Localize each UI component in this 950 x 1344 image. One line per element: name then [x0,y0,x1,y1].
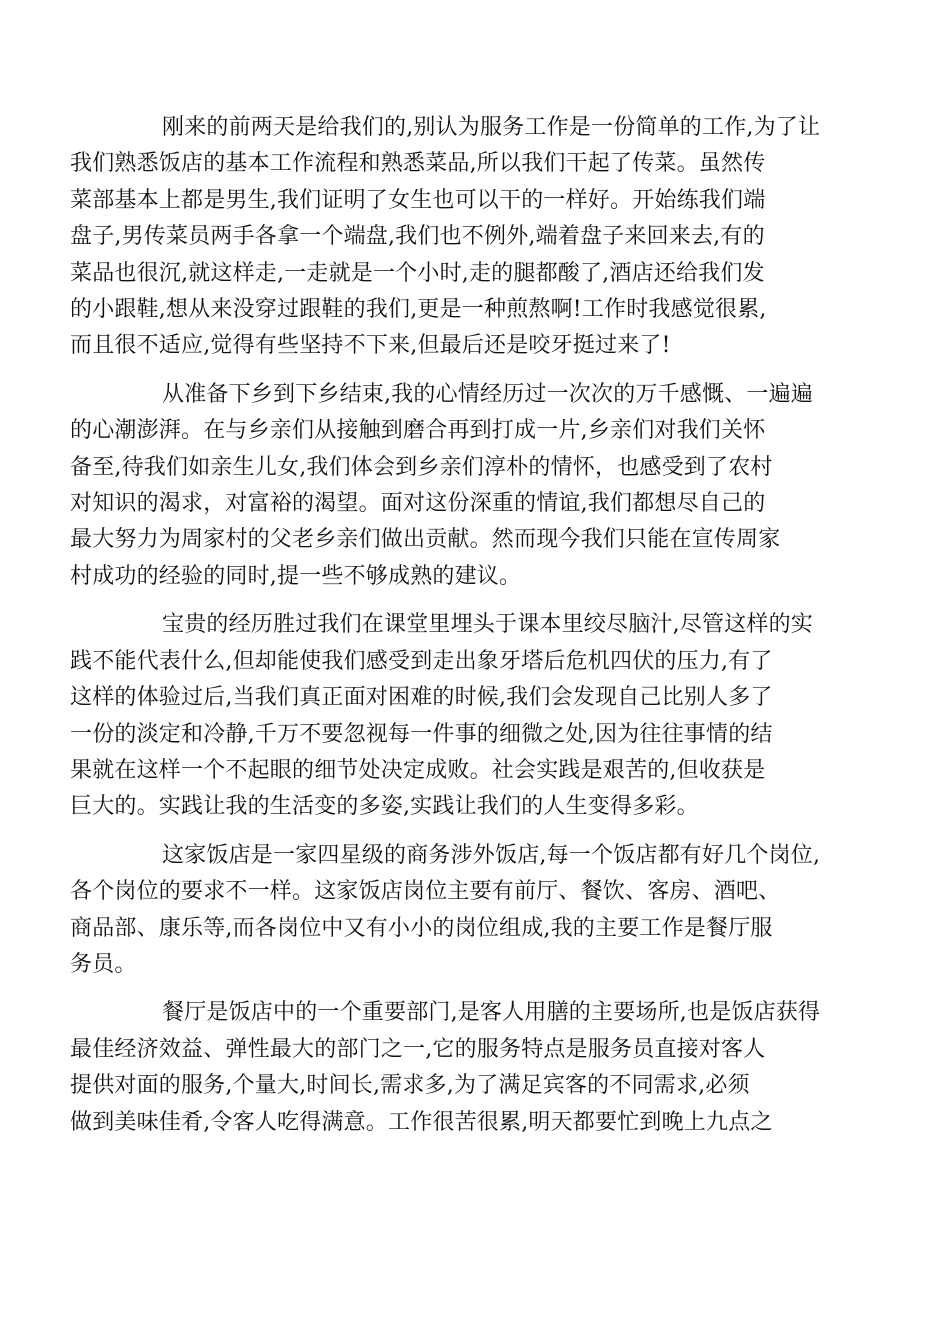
text-line: 各个岗位的要求不一样。这家饭店岗位主要有前厅、餐饮、客房、酒吧、 [70,879,781,905]
paragraph-2 [70,377,834,595]
text-line: 盘子,男传菜员两手各拿一个端盘,我们也不例外,端着盘子来回来去,有的 [70,224,765,250]
text-line: 菜部基本上都是男生,我们证明了女生也可以干的一样好。开始练我们端 [70,187,766,213]
document-body [70,110,834,1153]
paragraph-3 [70,607,834,825]
text-line: 这样的体验过后,当我们真正面对困难的时候,我们会发现自己比别人多了 [70,685,773,711]
text-line: 从准备下乡到下乡结束,我的心情经历过一次次的万千感慨、一遍遍 [162,381,813,407]
text-line: 我们熟悉饭店的基本工作流程和熟悉菜品,所以我们干起了传菜。虽然传 [70,151,766,177]
text-line: 对知识的渴求，对富裕的渴望。面对这份深重的情谊,我们都想尽自己的 [70,491,766,517]
text-line: 一份的淡定和冷静,千万不要忽视每一件事的细微之处,因为往往事情的结 [70,721,773,747]
text-line: 菜品也很沉,就这样走,一走就是一个小时,走的腿都酸了,酒店还给我们发 [70,260,765,286]
text-line: 刚来的前两天是给我们的,别认为服务工作是一份简单的工作,为了让 [162,115,821,140]
text-line: 宝贵的经历胜过我们在课堂里埋头于课本里绞尽脑汁,尽管这样的实 [162,612,813,638]
text-line: 备至,待我们如亲生儿女,我们体会到乡亲们淳朴的情怀，也感受到了农村 [70,454,773,480]
paragraph-5 [70,995,834,1141]
text-line: 的心潮澎湃。在与乡亲们从接触到磨合再到打成一片,乡亲们对我们关怀 [70,418,766,444]
text-line: 务员。 [70,951,137,977]
text-line: 餐厅是饭店中的一个重要部门,是客人用膳的主要场所,也是饭店获得 [162,1000,821,1026]
text-line: 而且很不适应,觉得有些坚持不下来,但最后还是咬牙挺过来了! [70,333,671,359]
text-line: 做到美味佳肴,令客人吃得满意。工作很苦很累,明天都要忙到晚上九点之 [70,1109,773,1135]
text-line: 巨大的。实践让我的生活变的多姿,实践让我们的人生变得多彩。 [70,794,699,820]
text-line: 村成功的经验的同时,提一些不够成熟的建议。 [70,563,522,589]
text-line: 的小跟鞋,想从来没穿过跟鞋的我们,更是一种煎熬啊!工作时我感觉很累, [70,297,767,323]
text-line: 践不能代表什么,但却能使我们感受到走出象牙塔后危机四伏的压力,有了 [70,648,773,674]
text-line: 这家饭店是一家四星级的商务涉外饭店,每一个饭店都有好几个岗位, [162,842,821,868]
text-line: 最佳经济效益、弹性最大的部门之一,它的服务特点是服务员直接对客人 [70,1036,766,1062]
paragraph-1 [70,110,834,365]
text-line: 最大努力为周家村的父老乡亲们做出贡献。然而现今我们只能在宣传周家 [70,527,781,553]
text-line: 商品部、康乐等,而各岗位中又有小小的岗位组成,我的主要工作是餐厅服 [70,915,773,941]
text-line: 提供对面的服务,个量大,时间长,需求多,为了满足宾客的不同需求,必须 [70,1073,750,1099]
text-line: 果就在这样一个不起眼的细节处决定成败。社会实践是艰苦的,但收获是 [70,757,766,783]
paragraph-4 [70,838,834,984]
